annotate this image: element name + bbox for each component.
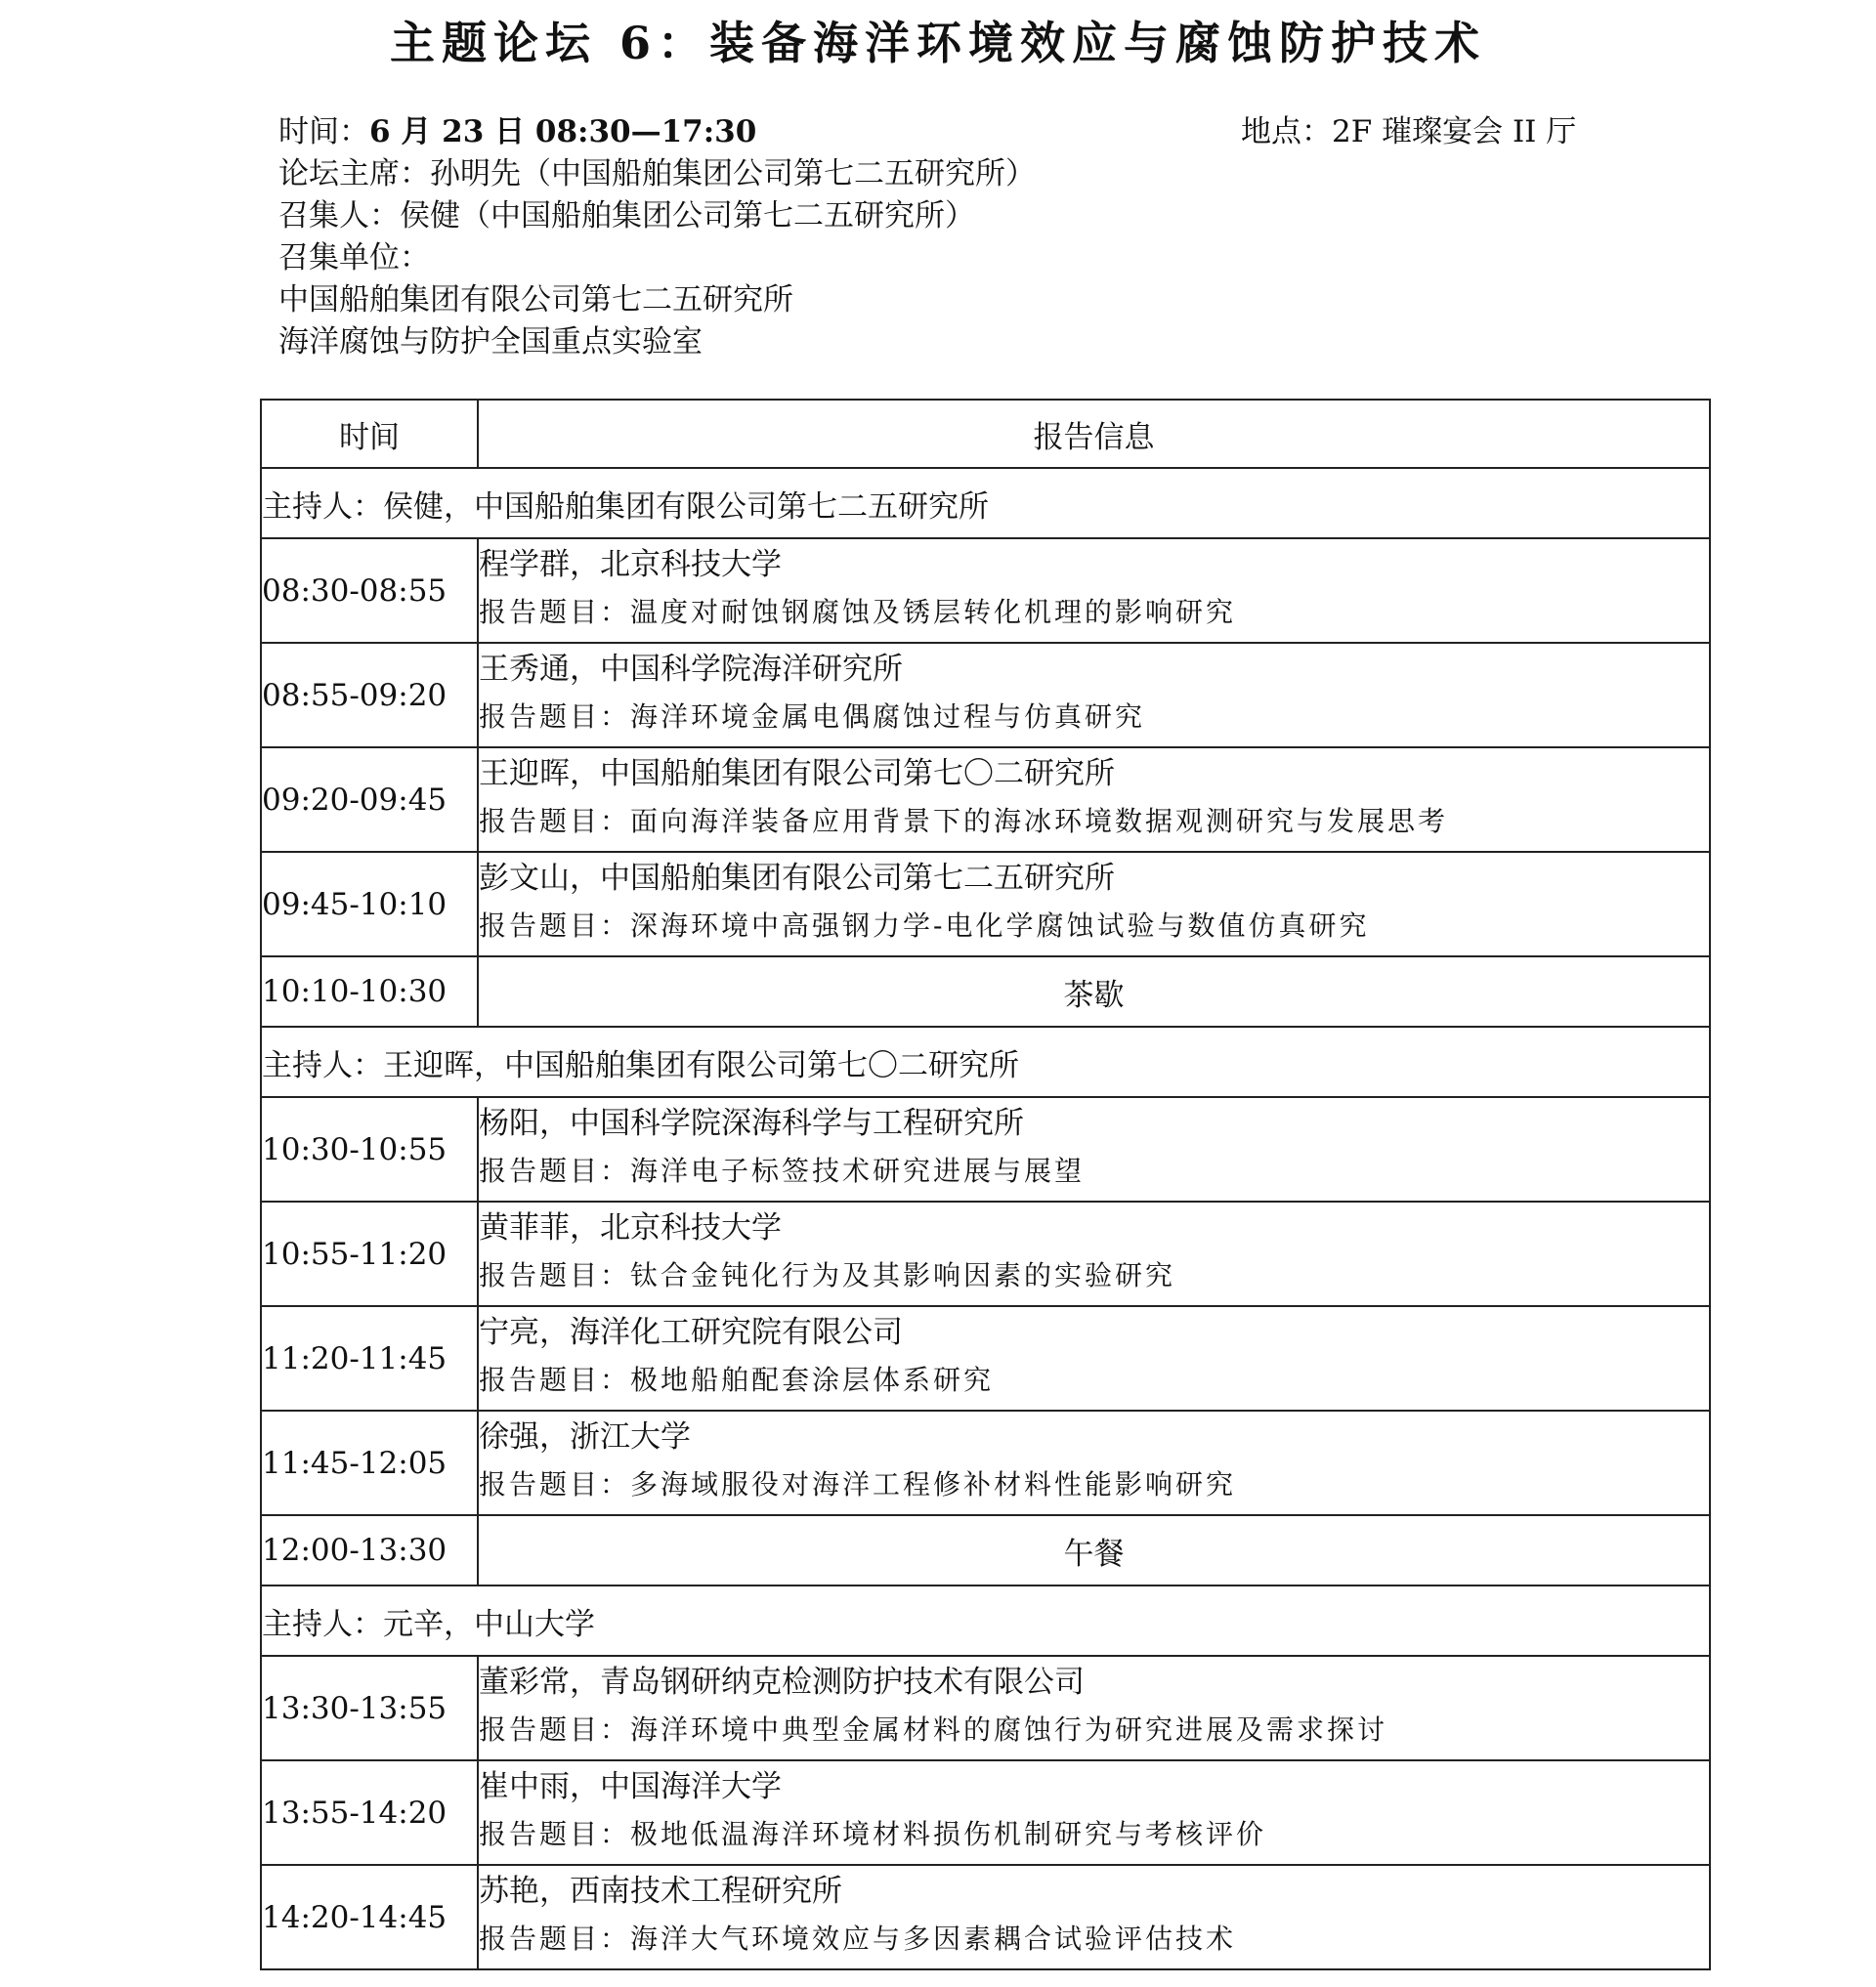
talk-time: 10:30-10:55 [261,1097,478,1202]
break-time: 12:00-13:30 [261,1515,478,1585]
table-row [261,747,1710,852]
header-report: 报告信息 [478,400,1710,468]
break-time: 10:10-10:30 [261,956,478,1027]
talk-time: 14:20-14:45 [261,1865,478,1969]
talk-time: 13:30-13:55 [261,1656,478,1760]
talk-info [478,1306,1710,1411]
talk-info [478,1202,1710,1306]
talk-info [478,1097,1710,1202]
talk-info [478,643,1710,747]
table-row [261,1760,1710,1865]
talk-info [478,1411,1710,1515]
table-row [261,643,1710,747]
talk-speaker: 王迎晖，中国船舶集团有限公司第七〇二研究所 [479,755,1115,791]
schedule-table [260,399,1711,1970]
org-1: 中国船舶集团有限公司第七二五研究所 [278,282,793,317]
talk-info [478,1760,1710,1865]
time-value: 6 月 23 日 08:30—17:30 [369,114,757,149]
talk-speaker: 程学群，北京科技大学 [479,546,782,582]
talk-time: 08:55-09:20 [261,643,478,747]
talk-topic: 报告题目：海洋环境中典型金属材料的腐蚀行为研究进展及需求探讨 [479,1712,1388,1746]
talk-topic: 报告题目：海洋电子标签技术研究进展与展望 [479,1154,1086,1187]
table-row [261,1097,1710,1202]
host-name: 侯健，中国船舶集团有限公司第七二五研究所 [383,488,989,525]
talk-speaker: 宁亮，海洋化工研究院有限公司 [479,1314,903,1350]
break-row [261,956,1710,1027]
talk-info [478,538,1710,643]
org-label: 召集单位： [278,240,430,275]
talk-topic: 报告题目：温度对耐蚀钢腐蚀及锈层转化机理的影响研究 [479,595,1237,628]
location-label: 地点： [1241,114,1332,149]
table-row [261,1656,1710,1760]
talk-topic: 报告题目：多海域服役对海洋工程修补材料性能影响研究 [479,1467,1237,1501]
host-row [261,468,1710,538]
page-title: 主题论坛 6：装备海洋环境效应与腐蚀防护技术 [389,17,1487,69]
host-label: 主持人： [262,488,383,525]
talk-speaker: 崔中雨，中国海洋大学 [479,1768,782,1804]
talk-speaker: 杨阳，中国科学院深海科学与工程研究所 [479,1105,1024,1141]
chair-line: 论坛主席：孙明先（中国船舶集团公司第七二五研究所） [278,156,1036,191]
host-row [261,1585,1710,1656]
talk-time: 11:45-12:05 [261,1411,478,1515]
table-row [261,852,1710,956]
time-label: 时间： [278,114,369,149]
talk-topic: 报告题目：面向海洋装备应用背景下的海冰环境数据观测研究与发展思考 [479,804,1449,837]
talk-info [478,852,1710,956]
talk-speaker: 彭文山，中国船舶集团有限公司第七二五研究所 [479,860,1115,896]
talk-speaker: 徐强，浙江大学 [479,1418,691,1455]
break-row [261,1515,1710,1585]
host-row [261,1027,1710,1097]
talk-speaker: 王秀通，中国科学院海洋研究所 [479,651,903,687]
table-row [261,1306,1710,1411]
talk-time: 09:45-10:10 [261,852,478,956]
talk-info [478,1865,1710,1969]
org-2: 海洋腐蚀与防护全国重点实验室 [278,324,703,359]
talk-speaker: 董彩常，青岛钢研纳克检测防护技术有限公司 [479,1664,1085,1700]
talk-topic: 报告题目：深海环境中高强钢力学-电化学腐蚀试验与数值仿真研究 [479,909,1370,942]
host-name: 王迎晖，中国船舶集团有限公司第七〇二研究所 [383,1047,1019,1083]
talk-time: 13:55-14:20 [261,1760,478,1865]
host-name: 元辛，中山大学 [383,1606,595,1642]
talk-topic: 报告题目：钛合金钝化行为及其影响因素的实验研究 [479,1258,1176,1291]
table-row [261,1865,1710,1969]
talk-time: 10:55-11:20 [261,1202,478,1306]
table-row [261,1202,1710,1306]
talk-info [478,1656,1710,1760]
table-row [261,1411,1710,1515]
talk-time: 09:20-09:45 [261,747,478,852]
host-cell [261,468,1710,538]
talk-speaker: 苏艳，西南技术工程研究所 [479,1873,842,1909]
talk-time: 11:20-11:45 [261,1306,478,1411]
host-cell [261,1585,1710,1656]
host-label: 主持人： [262,1606,383,1642]
talk-info [478,747,1710,852]
convener-line: 召集人：侯健（中国船舶集团公司第七二五研究所） [278,198,975,233]
table-row [261,538,1710,643]
location-value: 2F 璀璨宴会 II 厅 [1332,114,1577,149]
break-label: 茶歇 [478,956,1710,1027]
host-cell [261,1027,1710,1097]
location-line [1241,111,1576,153]
header-time: 时间 [261,400,478,468]
talk-topic: 报告题目：海洋大气环境效应与多因素耦合试验评估技术 [479,1922,1237,1955]
talk-topic: 报告题目：海洋环境金属电偶腐蚀过程与仿真研究 [479,699,1146,733]
host-label: 主持人： [262,1047,383,1083]
talk-topic: 报告题目：极地低温海洋环境材料损伤机制研究与考核评价 [479,1817,1267,1850]
table-header-row [261,400,1710,468]
talk-time: 08:30-08:55 [261,538,478,643]
break-label: 午餐 [478,1515,1710,1585]
talk-speaker: 黄菲菲，北京科技大学 [479,1209,782,1246]
talk-topic: 报告题目：极地船舶配套涂层体系研究 [479,1363,995,1396]
